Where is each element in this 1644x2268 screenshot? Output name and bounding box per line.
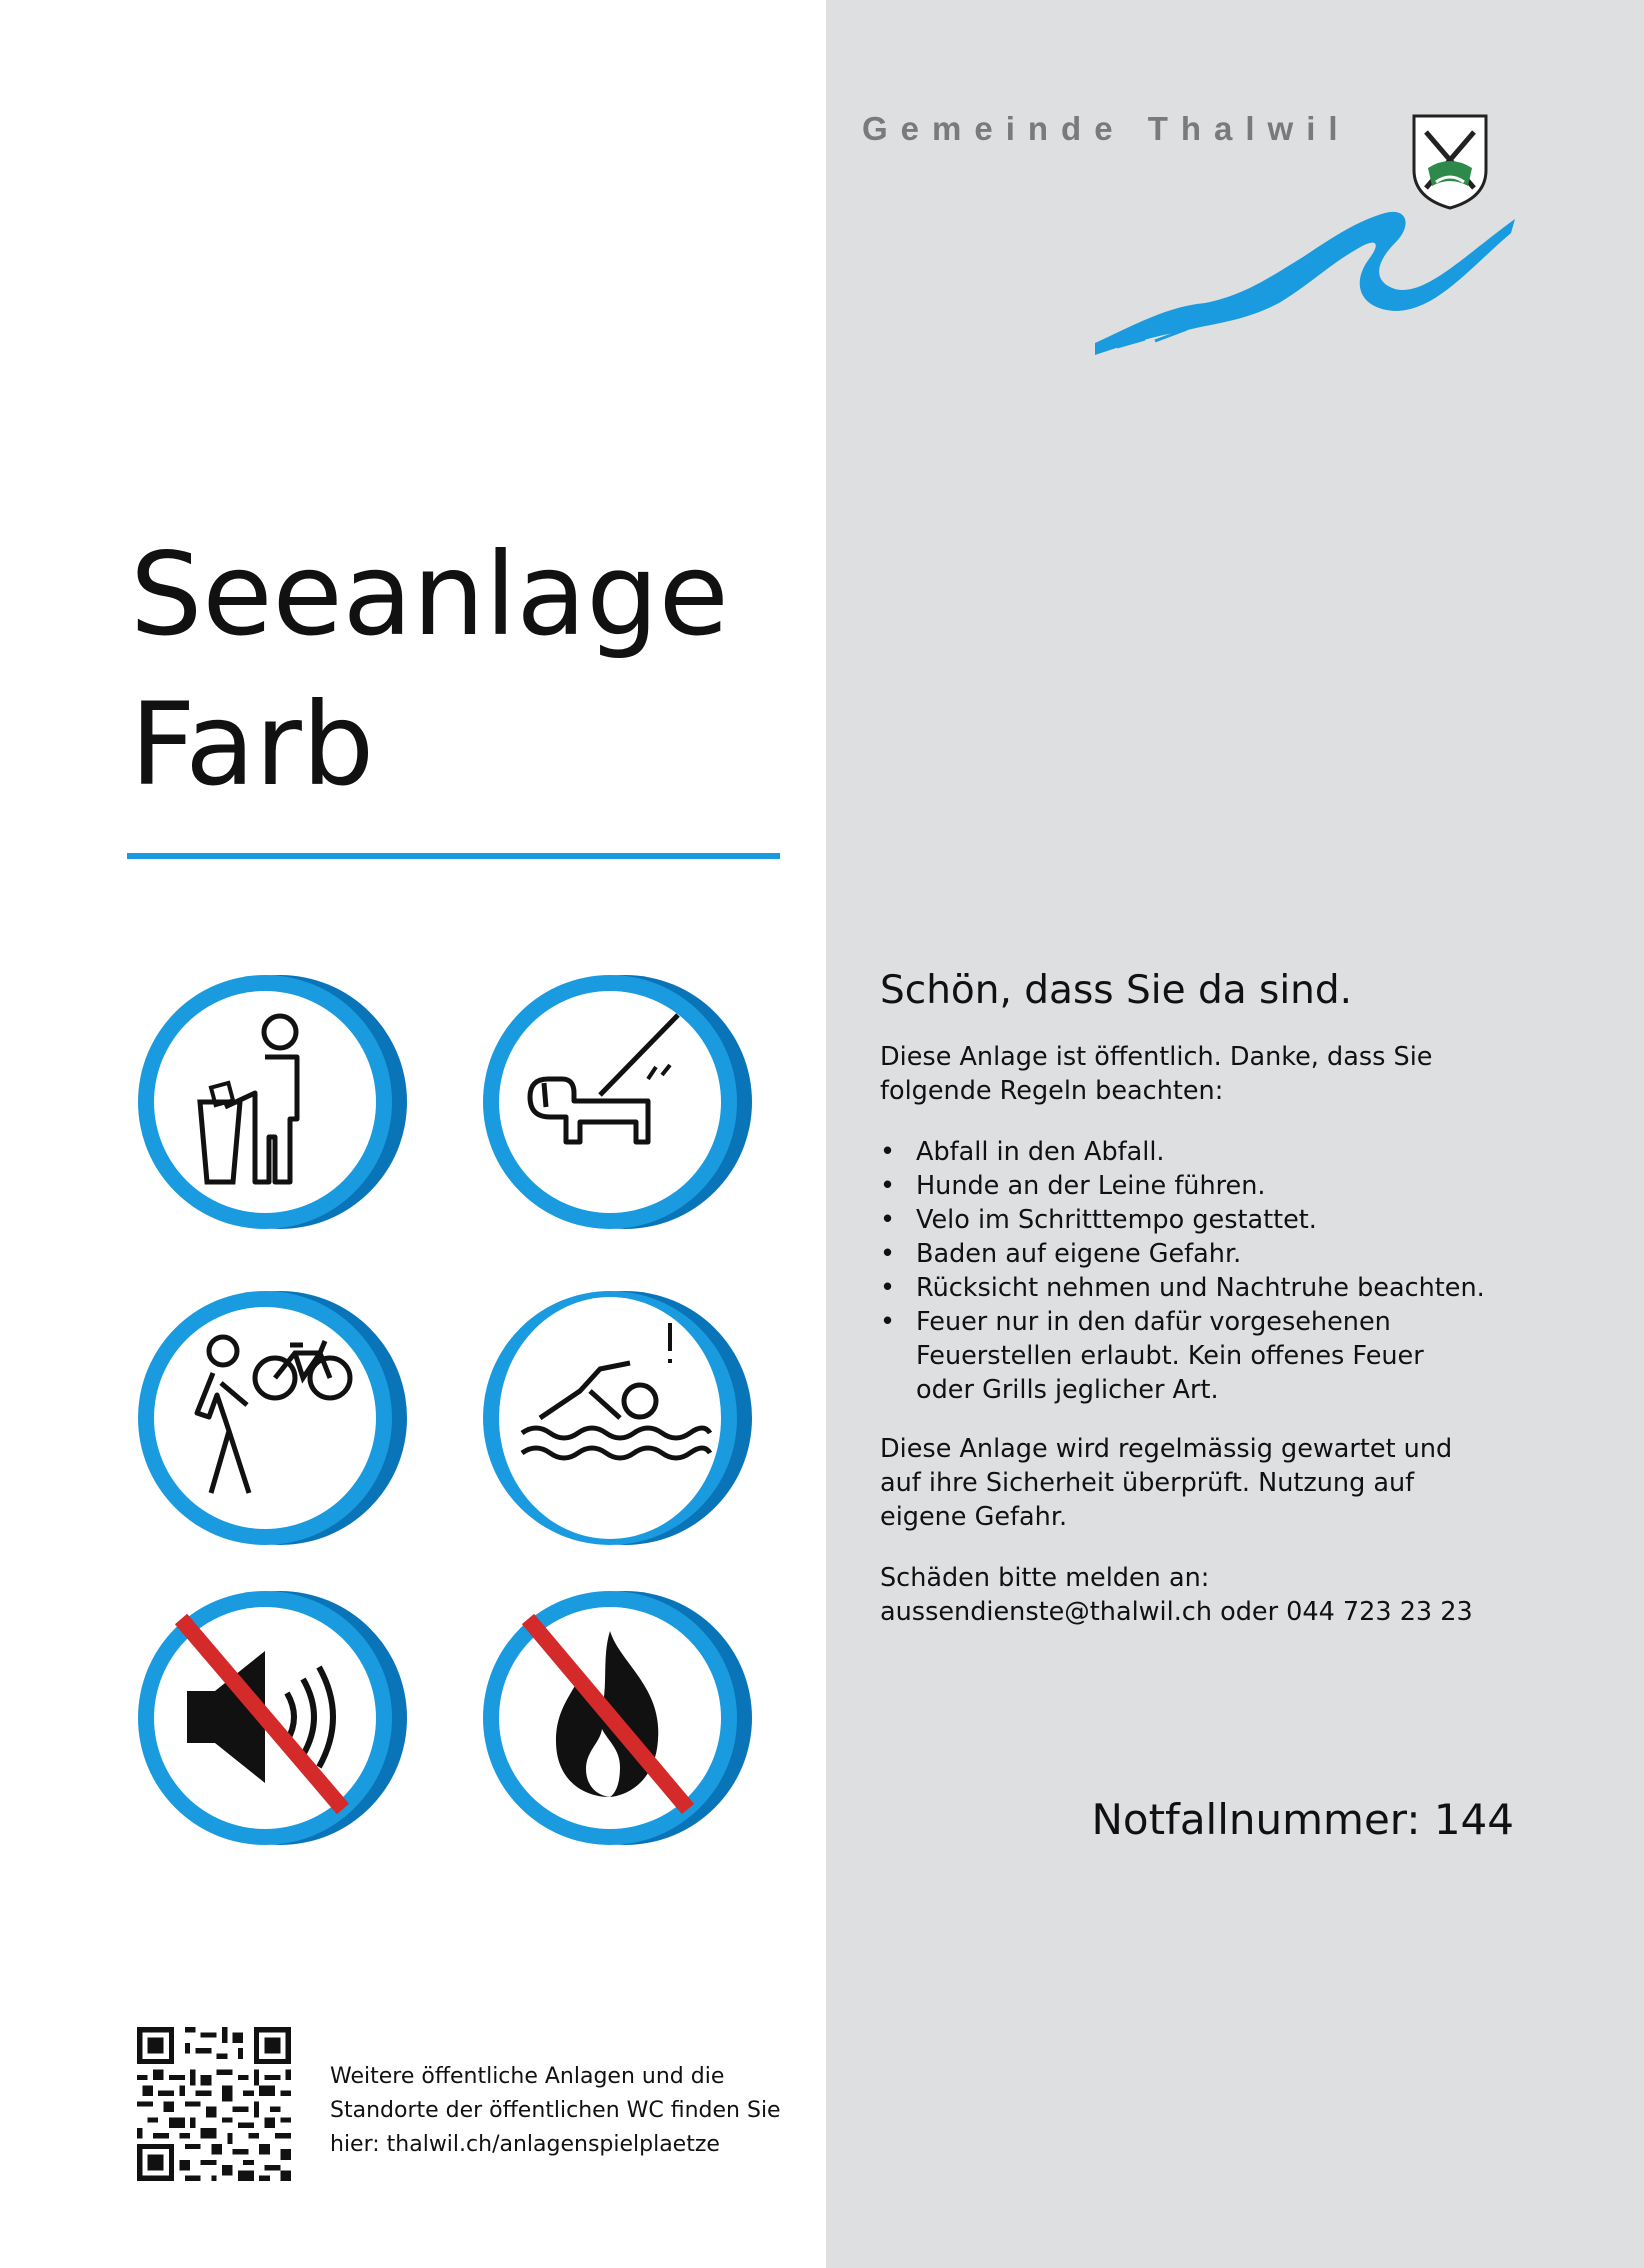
welcome-heading: Schön, dass Sie da sind.: [880, 968, 1353, 1013]
title-line-1: Seeanlage: [130, 528, 729, 661]
rules-list: [880, 1135, 1485, 1407]
intro-text: [880, 1040, 1432, 1108]
maintenance-line: eigene Gefahr.: [880, 1502, 1068, 1532]
report-contact[interactable]: aussendienste@thalwil.ch oder 044 723 23 23: [880, 1597, 1473, 1627]
qr-code-icon[interactable]: [137, 2027, 291, 2181]
blue-lake-wave-brush-icon: [1095, 185, 1515, 355]
emergency-number: Notfallnummer: 144: [1091, 1795, 1514, 1844]
litter-in-bin-icon: [125, 967, 415, 1237]
municipality-name: Gemeinde Thalwil: [862, 110, 1351, 147]
rule-item: • Velo im Schritttempo gestattet.: [880, 1203, 1485, 1237]
footer-line: Weitere öffentliche Anlagen und die: [330, 2064, 725, 2089]
rule-item: • Abfall in den Abfall.: [880, 1135, 1485, 1169]
report-line: Schäden bitte melden an:: [880, 1563, 1210, 1593]
maintenance-line: Diese Anlage wird regelmässig gewartet und: [880, 1434, 1453, 1464]
dog-on-leash-icon: [470, 967, 760, 1237]
swimming-at-own-risk-icon: [470, 1283, 760, 1553]
footer-info: [330, 2060, 781, 2162]
rule-item: • Rücksicht nehmen und Nachtruhe beachten.: [880, 1271, 1485, 1305]
intro-line: folgende Regeln beachten:: [880, 1076, 1224, 1106]
intro-line: Diese Anlage ist öffentlich. Danke, dass Sie: [880, 1042, 1433, 1072]
pedestrian-and-bicycle-icon: [125, 1283, 415, 1553]
footer-link[interactable]: hier: thalwil.ch/anlagenspielplaetze: [330, 2132, 720, 2157]
rule-item-continuation: oder Grills jeglicher Art.: [916, 1375, 1219, 1405]
title-divider: [127, 853, 780, 859]
no-loud-noise-icon: [125, 1583, 415, 1853]
title-line-2: Farb: [130, 678, 375, 811]
maintenance-text: [880, 1432, 1452, 1534]
rule-item: • Feuer nur in den dafür vorgesehenen: [880, 1305, 1485, 1339]
rule-item: • Hunde an der Leine führen.: [880, 1169, 1485, 1203]
report-damage-text: [880, 1561, 1473, 1629]
maintenance-line: auf ihre Sicherheit überprüft. Nutzung auf: [880, 1468, 1415, 1498]
page-title: [130, 520, 729, 820]
footer-line: Standorte der öffentlichen WC finden Sie: [330, 2098, 781, 2123]
no-fire-icon: [470, 1583, 760, 1853]
rule-item: • Baden auf eigene Gefahr.: [880, 1237, 1485, 1271]
rule-item-continuation: Feuerstellen erlaubt. Kein offenes Feuer: [916, 1341, 1424, 1371]
